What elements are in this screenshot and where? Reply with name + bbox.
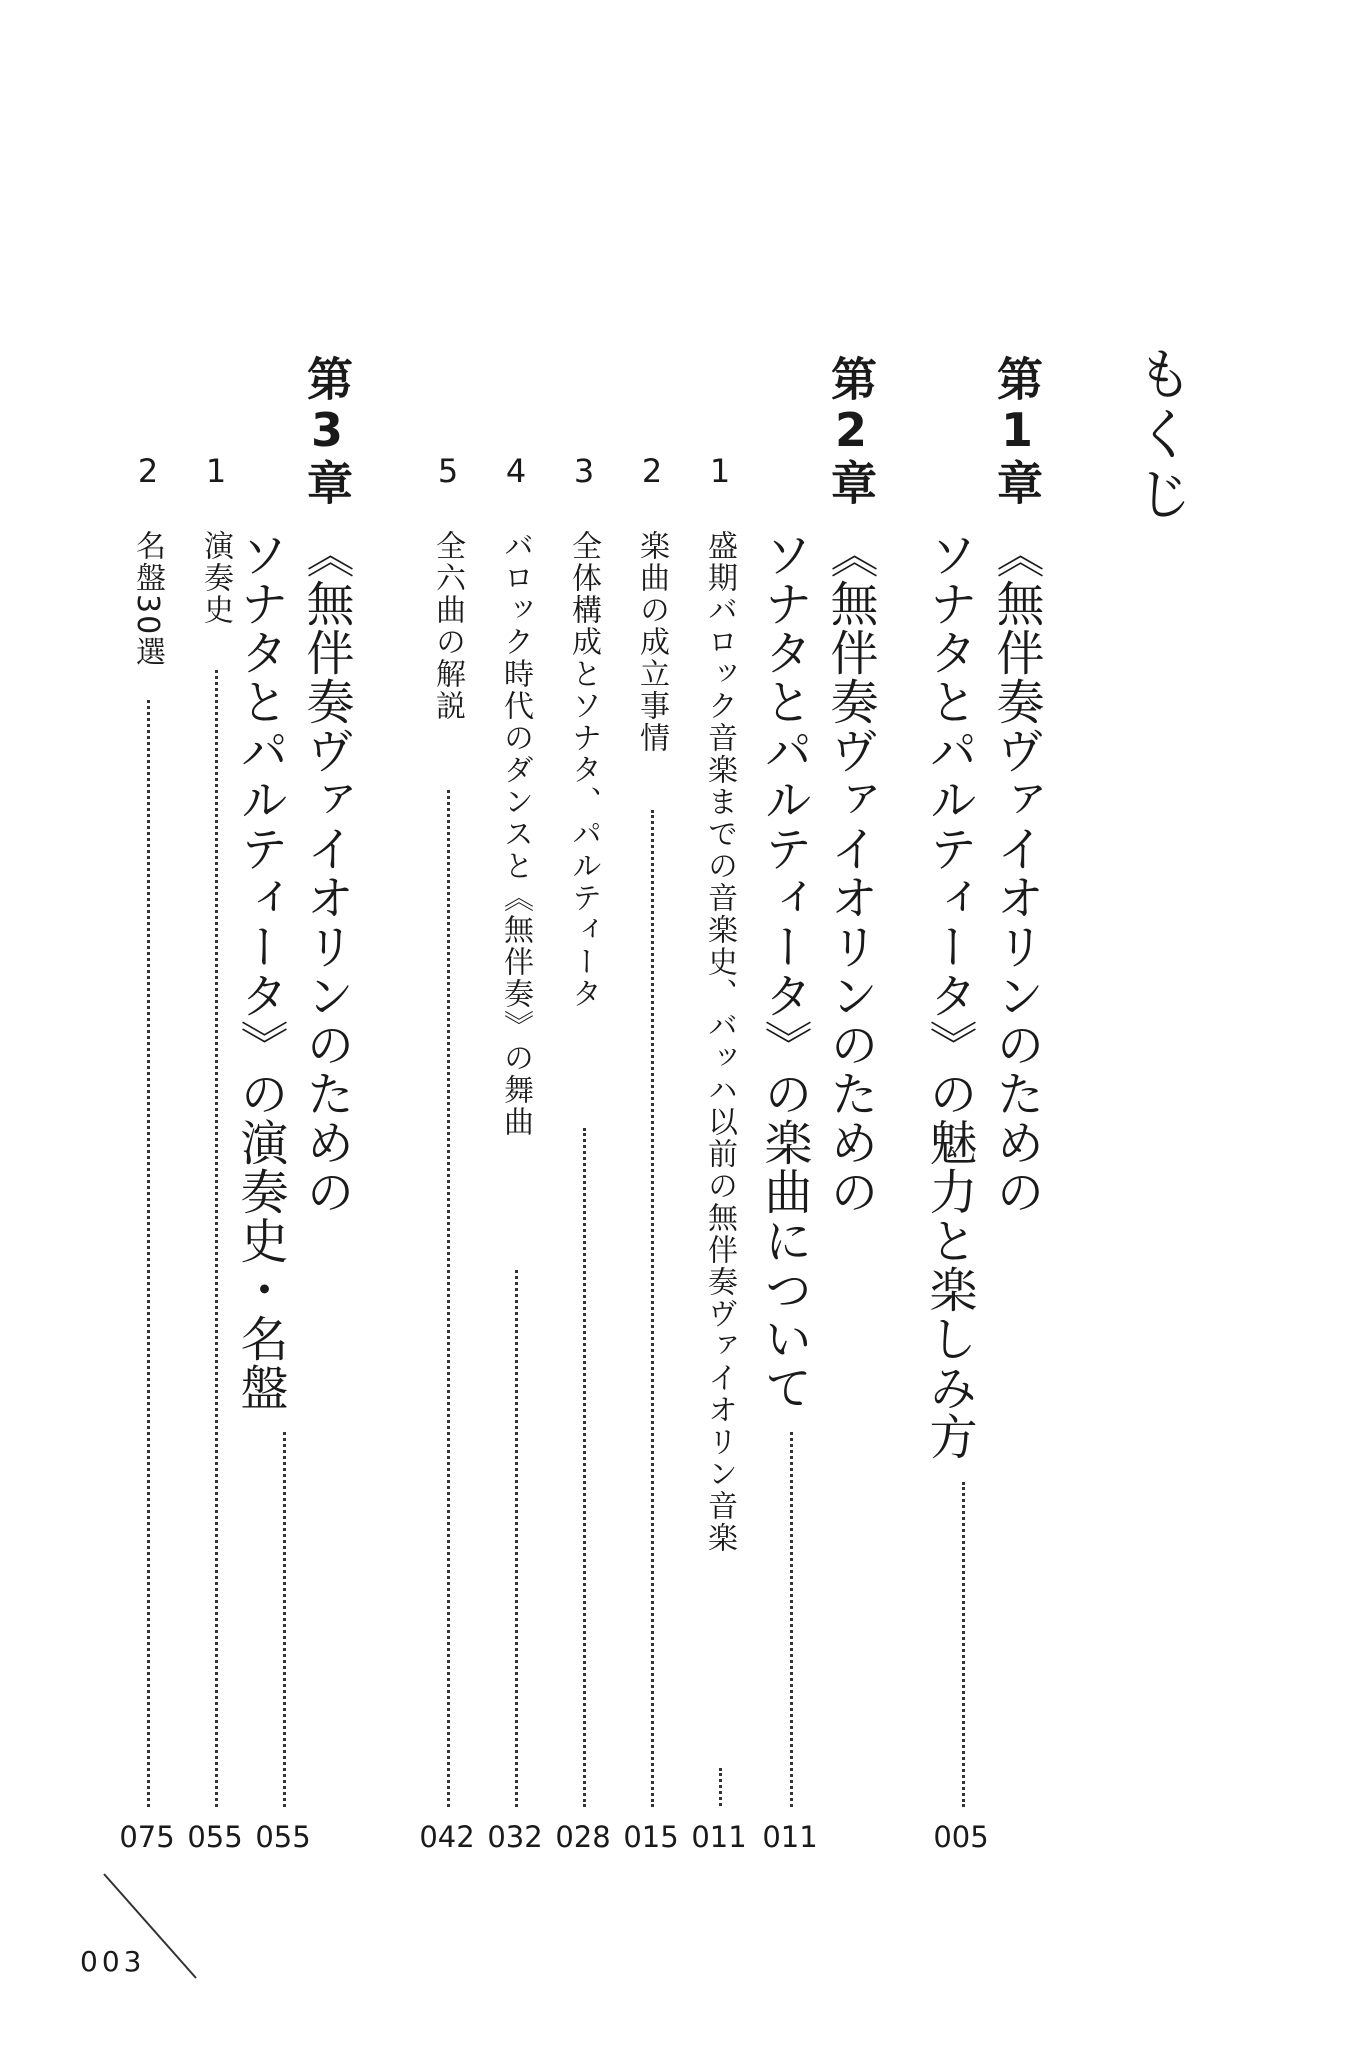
dot-leader [215, 670, 218, 1807]
page-number: 005 [933, 1820, 989, 1854]
page-number: 032 [487, 1820, 543, 1854]
section-number: 4 [497, 452, 535, 490]
dot-leader [147, 700, 150, 1807]
section-title: 盛期バロック音楽までの音楽史、バッハ以前の無伴奏ヴァイオリン音楽 [702, 530, 737, 1554]
chapter-title-line-1: 《無伴奏ヴァイオリンのための [298, 530, 354, 1216]
section-title: 全体構成とソナタ、パルティータ [566, 530, 601, 1010]
dot-leader [447, 790, 450, 1807]
dot-leader [790, 1432, 793, 1807]
page-number: 028 [555, 1820, 611, 1854]
dot-leader [283, 1432, 286, 1807]
page-number: 011 [691, 1820, 747, 1854]
chapter-label: 第1章 [990, 355, 1044, 507]
dot-leader [583, 1128, 586, 1807]
chapter-title-line-2: ソナタとパルティータ》の楽曲について [756, 530, 812, 1412]
dot-leader [651, 810, 654, 1807]
dot-leader [719, 1768, 722, 1806]
section-number: 1 [701, 452, 739, 490]
page-number: 075 [119, 1820, 175, 1854]
chapter-label: 第3章 [300, 355, 354, 507]
chapter-title-line-2: ソナタとパルティータ》の魅力と楽しみ方 [921, 530, 977, 1461]
section-number: 5 [429, 452, 467, 490]
page-number: 011 [762, 1820, 818, 1854]
chapter-title-line-1: 《無伴奏ヴァイオリンのための [822, 530, 878, 1216]
page-number: 055 [187, 1820, 243, 1854]
section-title: 全六曲の解説 [430, 530, 465, 722]
page-number: 055 [255, 1820, 311, 1854]
section-title: 楽曲の成立事情 [634, 530, 669, 754]
page-title: もくじ [1128, 345, 1193, 525]
section-number: 2 [129, 452, 167, 490]
section-title: バロック時代のダンスと《無伴奏》の舞曲 [498, 530, 533, 1138]
page-folio: 003 [80, 1945, 146, 1978]
chapter-title-line-2: ソナタとパルティータ》の演奏史・名盤 [232, 530, 288, 1412]
section-title: 名盤30選 [130, 530, 165, 669]
page-number: 042 [419, 1820, 475, 1854]
section-number: 1 [197, 452, 235, 490]
dot-leader [515, 1270, 518, 1807]
chapter-label: 第2章 [824, 355, 878, 507]
section-number: 3 [565, 452, 603, 490]
chapter-title-line-1: 《無伴奏ヴァイオリンのための [988, 530, 1044, 1216]
dot-leader [962, 1482, 965, 1807]
page-number: 015 [623, 1820, 679, 1854]
section-number: 2 [633, 452, 671, 490]
section-title: 演奏史 [198, 530, 233, 626]
